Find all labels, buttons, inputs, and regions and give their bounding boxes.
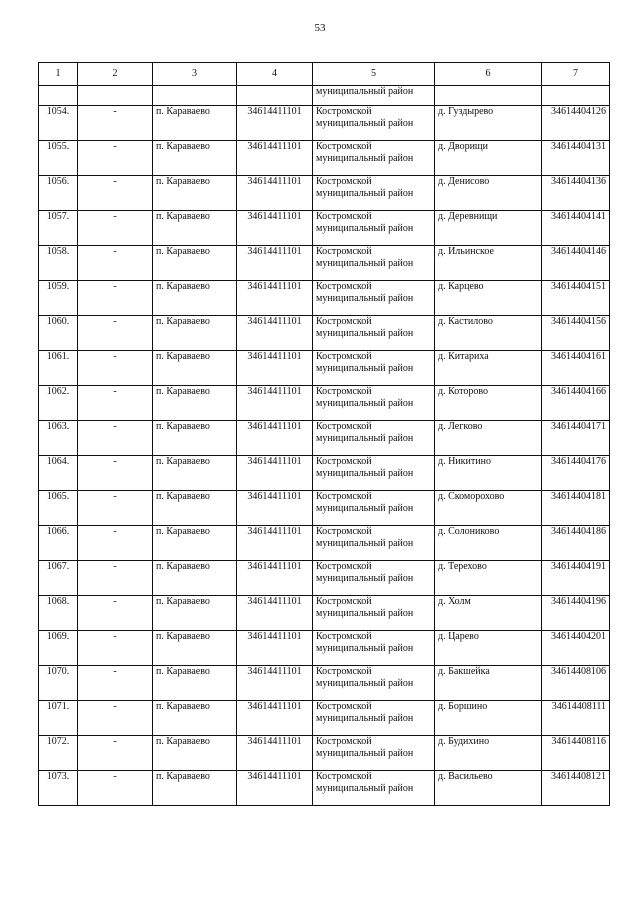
table-cell: 34614404156 — [542, 316, 610, 351]
table-cell: - — [78, 491, 153, 526]
table-cell: 34614404126 — [542, 106, 610, 141]
table-cell: муниципальный район — [313, 86, 435, 106]
table-cell: 34614411101 — [237, 176, 313, 211]
table-cell: д. Царево — [435, 631, 542, 666]
table-cell: 34614404151 — [542, 281, 610, 316]
table-cell: 34614411101 — [237, 561, 313, 596]
column-header: 2 — [78, 63, 153, 86]
table-cell: 34614411101 — [237, 771, 313, 806]
table-cell: 34614404141 — [542, 211, 610, 246]
table-cell: - — [78, 456, 153, 491]
table-cell: 1063. — [39, 421, 78, 456]
table-cell: д. Никитино — [435, 456, 542, 491]
table-cell: Костромской муниципальный район — [313, 456, 435, 491]
table-cell: д. Гуздырево — [435, 106, 542, 141]
table-cell: 34614411101 — [237, 316, 313, 351]
table-cell: п. Караваево — [153, 351, 237, 386]
table-row — [39, 491, 610, 526]
table-cell: 34614411101 — [237, 351, 313, 386]
header-row — [39, 63, 610, 86]
table-cell: п. Караваево — [153, 666, 237, 701]
table-cell: - — [78, 141, 153, 176]
table-cell: 34614404171 — [542, 421, 610, 456]
table-row — [39, 456, 610, 491]
table-cell: д. Скоморохово — [435, 491, 542, 526]
table-cell: 34614411101 — [237, 421, 313, 456]
table-cell — [435, 86, 542, 106]
table-cell: 1072. — [39, 736, 78, 771]
table-row — [39, 701, 610, 736]
column-header: 1 — [39, 63, 78, 86]
table-cell: 1057. — [39, 211, 78, 246]
column-header: 4 — [237, 63, 313, 86]
table-cell: Костромской муниципальный район — [313, 316, 435, 351]
table-cell: п. Караваево — [153, 106, 237, 141]
table-cell: - — [78, 596, 153, 631]
table-cell: п. Караваево — [153, 491, 237, 526]
table-cell: - — [78, 631, 153, 666]
table-cell — [542, 86, 610, 106]
table-row — [39, 176, 610, 211]
table-cell: Костромской муниципальный район — [313, 631, 435, 666]
table-cell — [39, 86, 78, 106]
table-cell: 1073. — [39, 771, 78, 806]
table-cell: 34614411101 — [237, 526, 313, 561]
table-cell: 1070. — [39, 666, 78, 701]
table-cell: - — [78, 211, 153, 246]
table-cell: - — [78, 771, 153, 806]
table-cell: 34614408106 — [542, 666, 610, 701]
table-cell: - — [78, 106, 153, 141]
table-cell: п. Караваево — [153, 316, 237, 351]
table-cell: 34614411101 — [237, 491, 313, 526]
table-cell: п. Караваево — [153, 141, 237, 176]
table-cell: - — [78, 666, 153, 701]
table-cell: 1058. — [39, 246, 78, 281]
settlement-table — [38, 62, 610, 806]
page-number: 53 — [314, 22, 326, 34]
table-cell: п. Караваево — [153, 631, 237, 666]
table-cell: 34614411101 — [237, 666, 313, 701]
table-cell: - — [78, 316, 153, 351]
table-cell: п. Караваево — [153, 386, 237, 421]
table-cell: 34614411101 — [237, 281, 313, 316]
table-cell: 34614404166 — [542, 386, 610, 421]
table-cell: 34614404136 — [542, 176, 610, 211]
table-row — [39, 246, 610, 281]
table-cell: 1068. — [39, 596, 78, 631]
table-cell: д. Боршино — [435, 701, 542, 736]
table-cell: д. Дворищи — [435, 141, 542, 176]
table-row — [39, 211, 610, 246]
table-cell — [78, 86, 153, 106]
table-cell: - — [78, 736, 153, 771]
table-cell: 34614411101 — [237, 596, 313, 631]
table-cell: д. Кастилово — [435, 316, 542, 351]
table-cell: п. Караваево — [153, 211, 237, 246]
column-header: 3 — [153, 63, 237, 86]
table-cell: - — [78, 421, 153, 456]
table-cell: Костромской муниципальный район — [313, 736, 435, 771]
table-row — [39, 351, 610, 386]
table-cell: 1056. — [39, 176, 78, 211]
table-cell: Костромской муниципальный район — [313, 211, 435, 246]
table-cell: Костромской муниципальный район — [313, 491, 435, 526]
table-cell: Костромской муниципальный район — [313, 281, 435, 316]
table-cell: п. Караваево — [153, 771, 237, 806]
table-cell: Костромской муниципальный район — [313, 246, 435, 281]
table-cell: 34614408111 — [542, 701, 610, 736]
table-cell: д. Бакшейка — [435, 666, 542, 701]
table-row — [39, 106, 610, 141]
table-cell: 34614404161 — [542, 351, 610, 386]
table-cell: д. Ильинское — [435, 246, 542, 281]
table-cell: Костромской муниципальный район — [313, 386, 435, 421]
table-cell: 34614411101 — [237, 736, 313, 771]
table-cell: 34614404181 — [542, 491, 610, 526]
table-row — [39, 316, 610, 351]
table-row — [39, 421, 610, 456]
table-cell: 1059. — [39, 281, 78, 316]
table-cell: 34614404146 — [542, 246, 610, 281]
table-row — [39, 526, 610, 561]
table-cell: - — [78, 701, 153, 736]
table-cell: 34614404191 — [542, 561, 610, 596]
table-cell: 1065. — [39, 491, 78, 526]
table-cell: п. Караваево — [153, 526, 237, 561]
table-cell: д. Китариха — [435, 351, 542, 386]
table-cell — [153, 86, 237, 106]
table-cell: 1066. — [39, 526, 78, 561]
table-row — [39, 281, 610, 316]
table-cell: - — [78, 351, 153, 386]
table-row — [39, 386, 610, 421]
table-cell: 1069. — [39, 631, 78, 666]
table-row — [39, 771, 610, 806]
table-cell: - — [78, 176, 153, 211]
table-cell: 34614411101 — [237, 456, 313, 491]
table-cell: д. Которово — [435, 386, 542, 421]
table-cell: д. Карцево — [435, 281, 542, 316]
table-cell: Костромской муниципальный район — [313, 141, 435, 176]
table-cell: Костромской муниципальный район — [313, 701, 435, 736]
table-row — [39, 561, 610, 596]
table-cell: д. Холм — [435, 596, 542, 631]
table-cell: - — [78, 561, 153, 596]
table-cell: д. Легково — [435, 421, 542, 456]
table-cell: д. Будихино — [435, 736, 542, 771]
table-cell: д. Терехово — [435, 561, 542, 596]
table-cell: Костромской муниципальный район — [313, 176, 435, 211]
column-header: 6 — [435, 63, 542, 86]
table-cell: - — [78, 386, 153, 421]
table-cell: 1062. — [39, 386, 78, 421]
table-cell: - — [78, 281, 153, 316]
table-cell: 1055. — [39, 141, 78, 176]
table-cell: 34614411101 — [237, 211, 313, 246]
table-cell: Костромской муниципальный район — [313, 526, 435, 561]
table-cell: 34614411101 — [237, 631, 313, 666]
table-cell: Костромской муниципальный район — [313, 561, 435, 596]
table-row — [39, 631, 610, 666]
table-cell: п. Караваево — [153, 281, 237, 316]
table-cell: 34614404201 — [542, 631, 610, 666]
table-cell: 1067. — [39, 561, 78, 596]
table-row — [39, 736, 610, 771]
table-cell: 34614404176 — [542, 456, 610, 491]
table-cell: 34614408116 — [542, 736, 610, 771]
table-cell: 1061. — [39, 351, 78, 386]
table-cell: - — [78, 526, 153, 561]
table-cell: д. Деревнищи — [435, 211, 542, 246]
table-cell: п. Караваево — [153, 736, 237, 771]
table-cell: п. Караваево — [153, 701, 237, 736]
table-cell: 34614404196 — [542, 596, 610, 631]
table-cell: 34614408121 — [542, 771, 610, 806]
table-cell: п. Караваево — [153, 421, 237, 456]
table-cell — [237, 86, 313, 106]
table-cell: п. Караваево — [153, 246, 237, 281]
table-cell: 34614404131 — [542, 141, 610, 176]
table-cell: д. Солониково — [435, 526, 542, 561]
table-cell: 1060. — [39, 316, 78, 351]
table-cell: 1054. — [39, 106, 78, 141]
table-cell: Костромской муниципальный район — [313, 596, 435, 631]
table-cell: 34614411101 — [237, 386, 313, 421]
table-cell: д. Васильево — [435, 771, 542, 806]
table-cell: 34614411101 — [237, 141, 313, 176]
column-header: 7 — [542, 63, 610, 86]
table-cell: 34614411101 — [237, 701, 313, 736]
table-cell: Костромской муниципальный район — [313, 771, 435, 806]
table-cell: п. Караваево — [153, 596, 237, 631]
table-cell: п. Караваево — [153, 456, 237, 491]
column-header: 5 — [313, 63, 435, 86]
table-row — [39, 666, 610, 701]
table-cell: 1064. — [39, 456, 78, 491]
table-cell: Костромской муниципальный район — [313, 106, 435, 141]
table-cell: п. Караваево — [153, 176, 237, 211]
table-row — [39, 141, 610, 176]
table-row — [39, 596, 610, 631]
table-cell: Костромской муниципальный район — [313, 421, 435, 456]
table-cell: п. Караваево — [153, 561, 237, 596]
table-cell: - — [78, 246, 153, 281]
table-cell: Костромской муниципальный район — [313, 666, 435, 701]
table-cell: Костромской муниципальный район — [313, 351, 435, 386]
continuation-row — [39, 86, 610, 106]
table-cell: 34614411101 — [237, 106, 313, 141]
table-cell: д. Денисово — [435, 176, 542, 211]
table-cell: 34614404186 — [542, 526, 610, 561]
table-cell: 34614411101 — [237, 246, 313, 281]
table-cell: 1071. — [39, 701, 78, 736]
